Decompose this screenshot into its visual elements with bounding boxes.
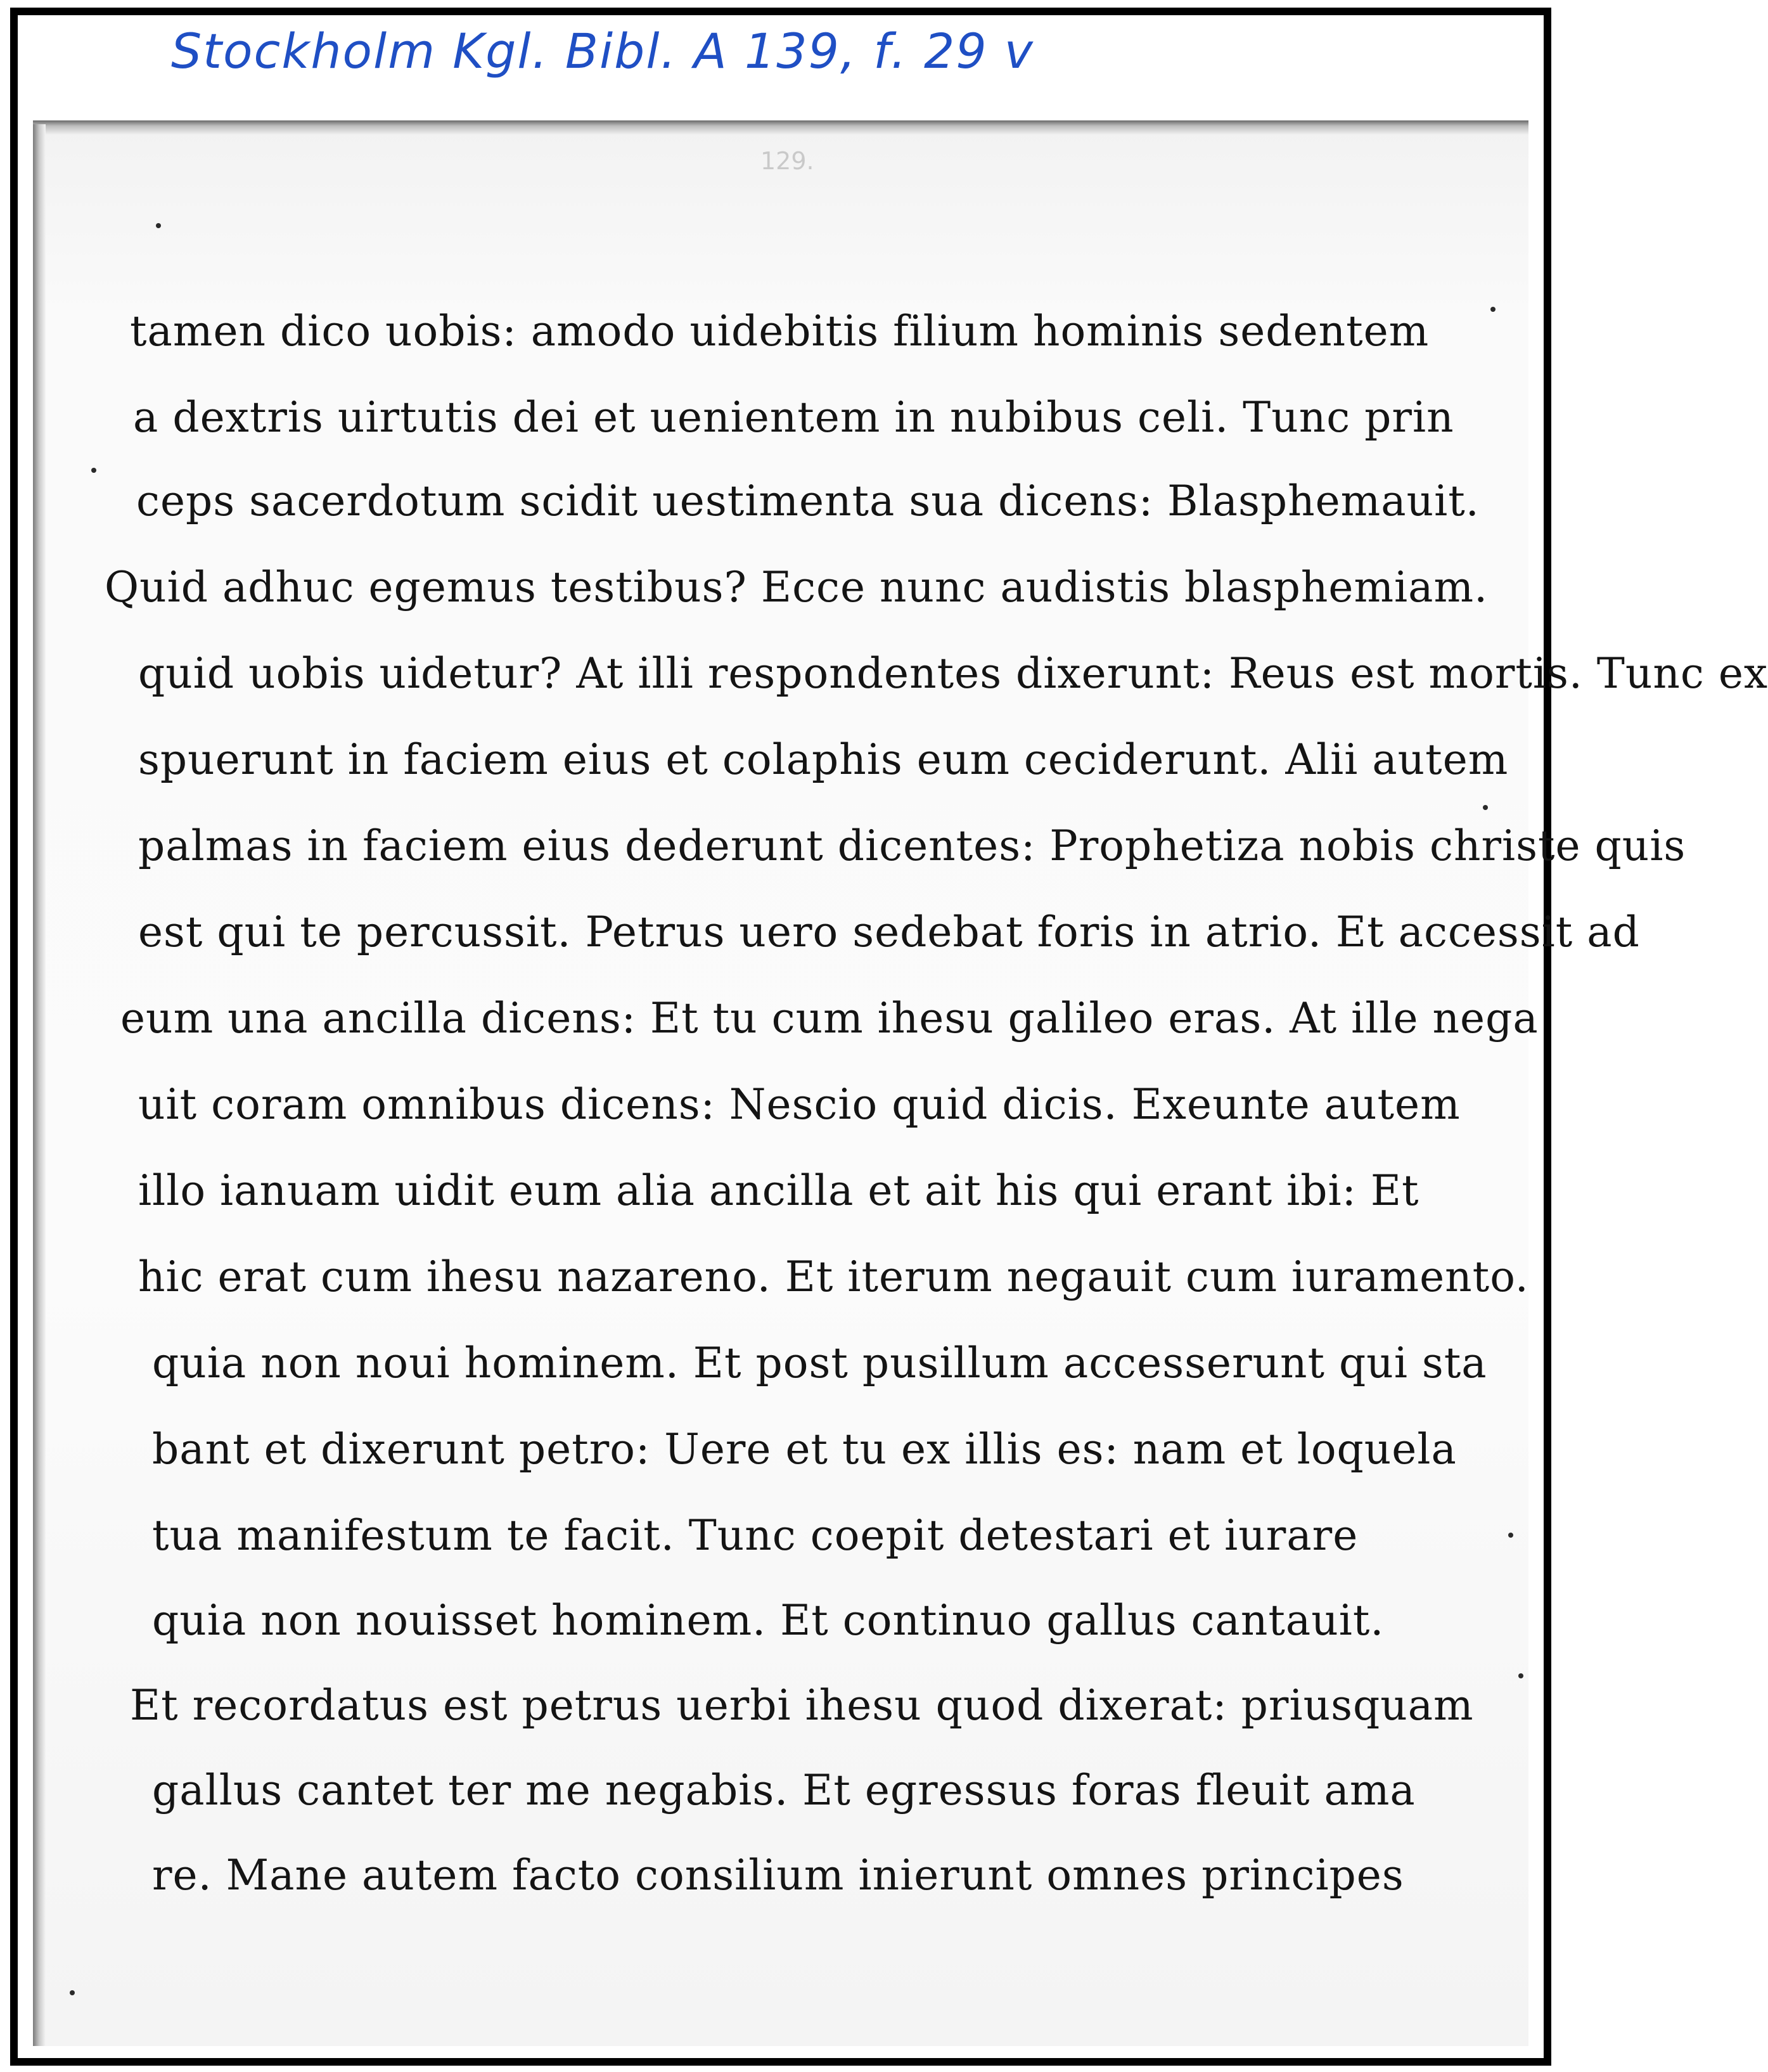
manuscript-line: tua manifestum te facit. Tunc coepit detestari et iurare [152,1511,1359,1560]
manuscript-line: quia non nouisset hominem. Et continuo gallus cantauit. [152,1596,1385,1645]
manuscript-line: uit coram omnibus dicens: Nescio quid dicis. Exeunte autem [138,1080,1461,1129]
manuscript-line: Et recordatus est petrus uerbi ihesu quod dixerat: priusquam [130,1681,1474,1730]
dust-speck [156,223,161,228]
dust-speck [1490,307,1496,312]
manuscript-line: eum una ancilla dicens: Et tu cum ihesu galileo eras. At ille nega [120,994,1539,1043]
manuscript-line: est qui te percussit. Petrus uero sedebat foris in atrio. Et accessit ad [138,908,1640,956]
manuscript-line: quia non noui hominem. Et post pusillum accesserunt qui sta [152,1339,1487,1387]
dust-speck [1483,805,1488,810]
manuscript-line: Quid adhuc egemus testibus? Ecce nunc audistis blasphemiam. [105,563,1489,612]
manuscript-line: hic erat cum ihesu nazareno. Et iterum negauit cum iuramento. [138,1252,1529,1301]
manuscript-line: quid uobis uidetur? At illi respondentes dixerunt: Reus est mortis. Tunc ex [138,649,1768,698]
manuscript-line: palmas in faciem eius dederunt dicentes: Prophetiza nobis christe quis [138,821,1686,870]
dust-speck [91,468,96,473]
manuscript-line: tamen dico uobis: amodo uidebitis filium hominis sedentem [130,307,1430,356]
dust-speck [1508,1533,1513,1538]
manuscript-line: a dextris uirtutis dei et uenientem in nubibus celi. Tunc prin [133,393,1454,442]
manuscript-line: gallus cantet ter me negabis. Et egressus foras fleuit ama [152,1766,1416,1815]
manuscript-line: ceps sacerdotum scidit uestimenta sua dicens: Blasphemauit. [136,477,1480,525]
manuscript-line: illo ianuam uidit eum alia ancilla et ait his qui erant ibi: Et [138,1166,1419,1215]
manuscript-line: spuerunt in faciem eius et colaphis eum ceciderunt. Alii autem [138,735,1509,784]
folio-number: 129. [760,147,814,175]
dust-speck [1518,1673,1523,1678]
archive-annotation: Stockholm Kgl. Bibl. A 139, f. 29 v [171,23,1034,79]
manuscript-line: re. Mane autem facto consilium inierunt omnes principes [152,1851,1404,1900]
manuscript-line: bant et dixerunt petro: Uere et tu ex illis es: nam et loquela [152,1425,1457,1474]
dust-speck [70,1990,75,1995]
